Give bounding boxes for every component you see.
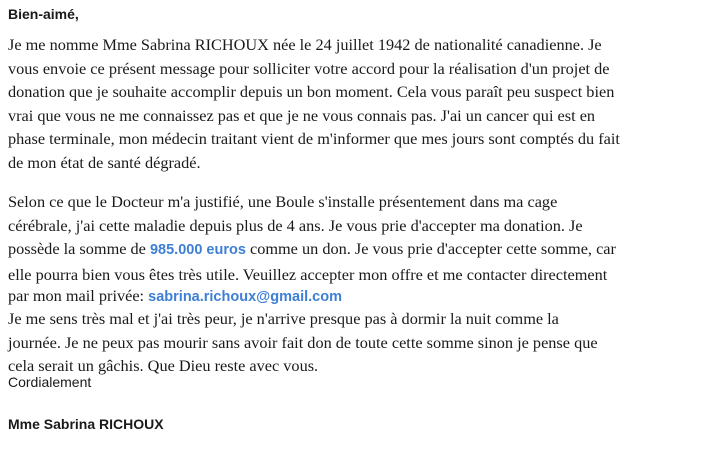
text-segment: par mon mail privée: xyxy=(8,286,149,305)
text-line: elle pourra bien vous êtes très utile. Veuillez accepter mon offre et me contacter directement xyxy=(8,264,608,284)
text-line: vrai que vous ne me connaissez pas et que je ne vous connais pas. J'ai un cancer qui est en xyxy=(8,105,596,125)
text-line: cela serait un gâchis. Que Dieu reste avec vous. xyxy=(8,356,319,375)
closing: Cordialement xyxy=(8,374,92,390)
text-line: phase terminale, mon médecin traitant vient de m'informer que mes jours sont comptés du fait xyxy=(8,129,620,148)
email-link[interactable]: sabrina.richoux@gmail.com xyxy=(148,289,342,305)
text-line: de mon état de santé dégradé. xyxy=(8,152,201,172)
donation-amount: 985.000 euros xyxy=(149,242,246,258)
text-line xyxy=(8,286,616,307)
text-line: Je me nomme Mme Sabrina RICHOUX née le 24 juillet 1942 de nationalité canadienne. Je xyxy=(8,35,602,54)
text-segment: possède la somme de xyxy=(8,239,150,258)
text-line: vous envoie ce présent message pour solliciter votre accord pour la réalisation d'un projet de xyxy=(8,58,610,78)
text-line xyxy=(8,237,616,263)
paragraph-donation xyxy=(8,190,616,378)
text-line: donation que je souhaite accomplir depuis un bon moment. Cela vous paraît peu suspect bien xyxy=(8,82,615,101)
paragraph-introduction xyxy=(8,33,620,174)
signature: Mme Sabrina RICHOUX xyxy=(8,416,164,432)
text-line: Selon ce que le Docteur m'a justifié, une Boule s'installe présentement dans ma cage xyxy=(8,192,558,211)
text-line: journée. Je ne peux pas mourir sans avoir fait don de toute cette somme sinon je pense que xyxy=(8,332,598,352)
text-line: Je me sens très mal et j'ai très peur, je n'arrive presque pas à dormir la nuit comme la xyxy=(8,309,559,328)
greeting: Bien-aimé, xyxy=(8,6,79,22)
text-segment: comme un don. Je vous prie d'accepter cette somme, car xyxy=(245,239,616,258)
text-line: cérébrale, j'ai cette maladie depuis plus de 4 ans. Je vous prie d'accepter ma donation. Je xyxy=(8,215,583,235)
